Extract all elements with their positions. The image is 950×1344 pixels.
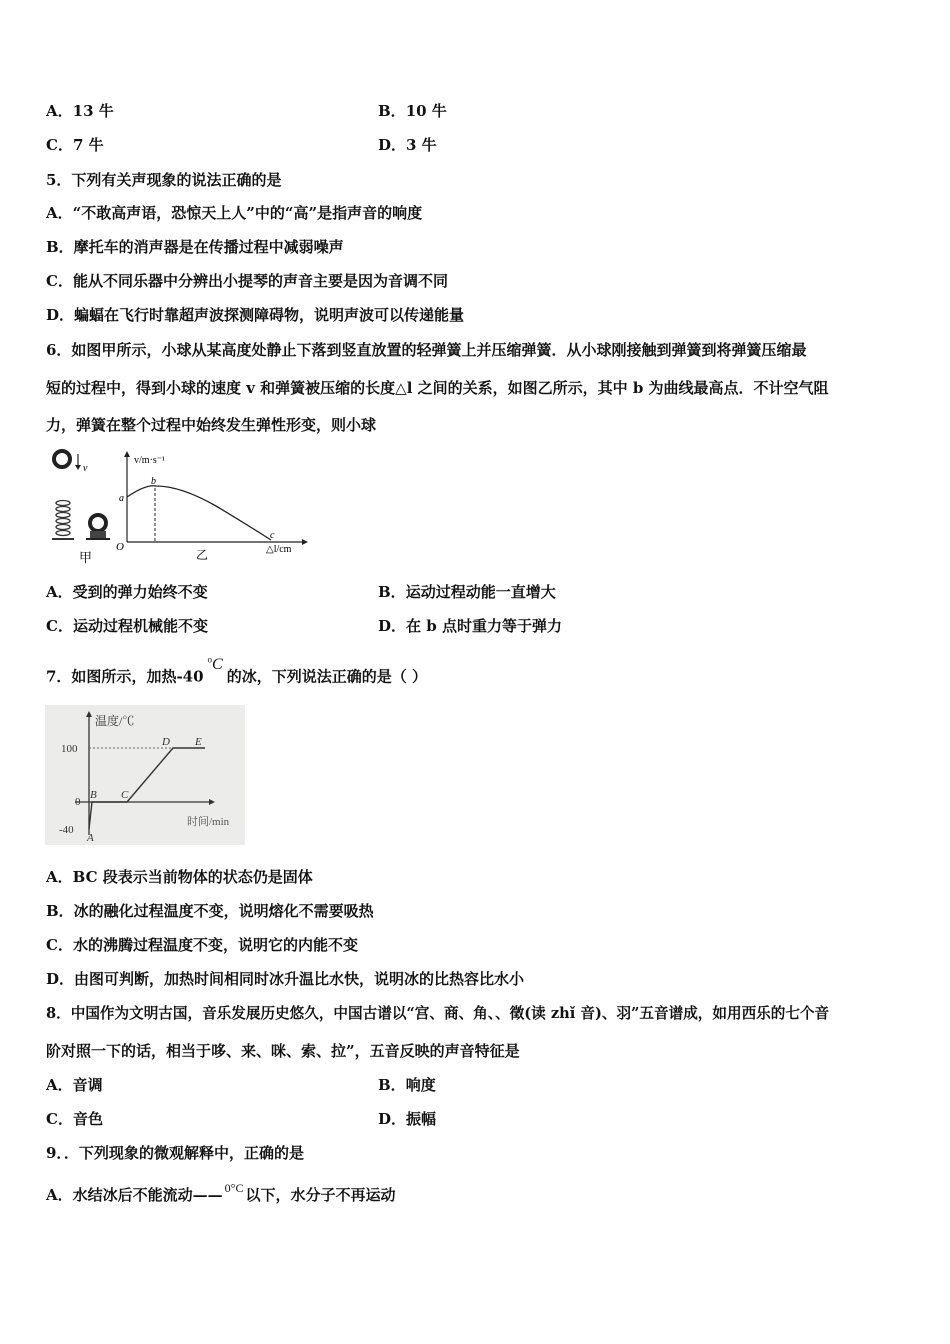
q7-tick-0: 0: [75, 796, 81, 808]
q7-option-d: D．由图可判断，加热时间相同时冰升温比水快，说明冰的比热容比水小: [46, 970, 525, 988]
q6-stem-line-2: 短的过程中，得到小球的速度 v 和弹簧被压缩的长度△l 之间的关系，如图乙所示，其中 b 为曲线最高点．不计空气阻: [46, 379, 829, 397]
q6-velocity-curve: [127, 486, 271, 540]
q4-option-d: D．3 牛: [378, 136, 437, 154]
q4-option-c: C．7 牛: [46, 136, 104, 154]
q5-stem: 5．下列有关声现象的说法正确的是: [46, 171, 282, 189]
q6-option-d: D．在 b 点时重力等于弹力: [378, 617, 562, 635]
q6-point-b: b: [151, 476, 156, 487]
q7-option-b: B．冰的融化过程温度不变，说明熔化不需要吸热: [46, 902, 374, 920]
q6-option-a: A．受到的弹力始终不变: [46, 583, 208, 601]
spring-icon: [52, 501, 74, 540]
q7-tick-100: 100: [61, 743, 78, 755]
q6-point-a: a: [119, 493, 124, 504]
q5-option-c: C．能从不同乐器中分辨出小提琴的声音主要是因为音调不同: [46, 272, 448, 290]
q7-option-a: A．BC 段表示当前物体的状态仍是固体: [46, 868, 313, 886]
q9-unit: 0°C: [224, 1181, 244, 1195]
q7-point-a: A: [87, 832, 94, 844]
q5-option-b: B．摩托车的消声器是在传播过程中减弱噪声: [46, 238, 344, 256]
compressed-ball-icon: [86, 515, 110, 539]
q4-option-b: B．10 牛: [378, 102, 447, 120]
q7-stem: 7．如图所示，加热-40$^o$C的冰，下列说法正确的是（ ）: [46, 655, 427, 686]
q9-option-a: A．水结冰后不能流动—— $^{0^\circ C}$ 以下，水分子不再运动: [46, 1181, 396, 1204]
q6-origin: O: [116, 541, 124, 553]
q7-point-d: D: [162, 736, 170, 748]
q6-y-axis-label: v/m·s⁻¹: [134, 455, 166, 466]
q6-stem-line-3: 力，弹簧在整个过程中始终发生弹性形变，则小球: [46, 416, 377, 434]
q8-option-d: D．振幅: [378, 1110, 437, 1128]
ball-icon: [54, 451, 70, 467]
q6-option-b: B．运动过程动能一直增大: [378, 583, 556, 601]
q6-figure: [46, 446, 316, 566]
q6-yi-label: 乙: [196, 548, 209, 562]
q6-option-c: C．运动过程机械能不变: [46, 617, 208, 635]
q4-option-a: A．13 牛: [46, 102, 114, 120]
q6-jia-label: 甲: [79, 550, 93, 565]
q5-option-d: D．蝙蝠在飞行时靠超声波探测障碍物，说明声波可以传递能量: [46, 306, 465, 324]
q7-unit: $^o$C: [207, 655, 223, 674]
q7-point-b: B: [90, 789, 97, 801]
q6-stem-line-1: 6．如图甲所示，小球从某高度处静止下落到竖直放置的轻弹簧上并压缩弹簧．从小球刚接触到弹簧到将弹簧压缩最: [46, 341, 807, 359]
q7-y-axis-label: 温度/℃: [95, 714, 135, 728]
q8-option-b: B．响度: [378, 1076, 436, 1094]
q6-v-label: v: [83, 463, 88, 474]
q8-option-c: C．音色: [46, 1110, 103, 1128]
q7-x-axis-label: 时间/min: [187, 816, 230, 828]
q8-option-a: A．音调: [46, 1076, 103, 1094]
q7-option-c: C．水的沸腾过程温度不变，说明它的内能不变: [46, 936, 358, 954]
q7-tick-neg40: -40: [59, 824, 74, 836]
q7-point-c: C: [121, 789, 129, 801]
q8-stem-line-2: 阶对照一下的话，相当于哆、来、咪、索、拉”，五音反映的声音特征是: [46, 1042, 520, 1060]
q9-stem: 9．．下列现象的微观解释中，正确的是: [46, 1144, 304, 1162]
q6-point-c: c: [270, 530, 275, 541]
q7-figure: [45, 705, 245, 845]
q7-point-e: E: [195, 736, 202, 748]
q6-x-axis-label: △l/cm: [266, 544, 292, 555]
q5-option-a: A．“不敢高声语，恐惊天上人”中的“高”是指声音的响度: [46, 204, 423, 222]
q8-stem-line-1: 8．中国作为文明古国，音乐发展历史悠久，中国古谱以“宫、商、角、、徵(读 zhǐ 音)、羽”五音谱成，如用西乐的七个音: [46, 1005, 830, 1022]
